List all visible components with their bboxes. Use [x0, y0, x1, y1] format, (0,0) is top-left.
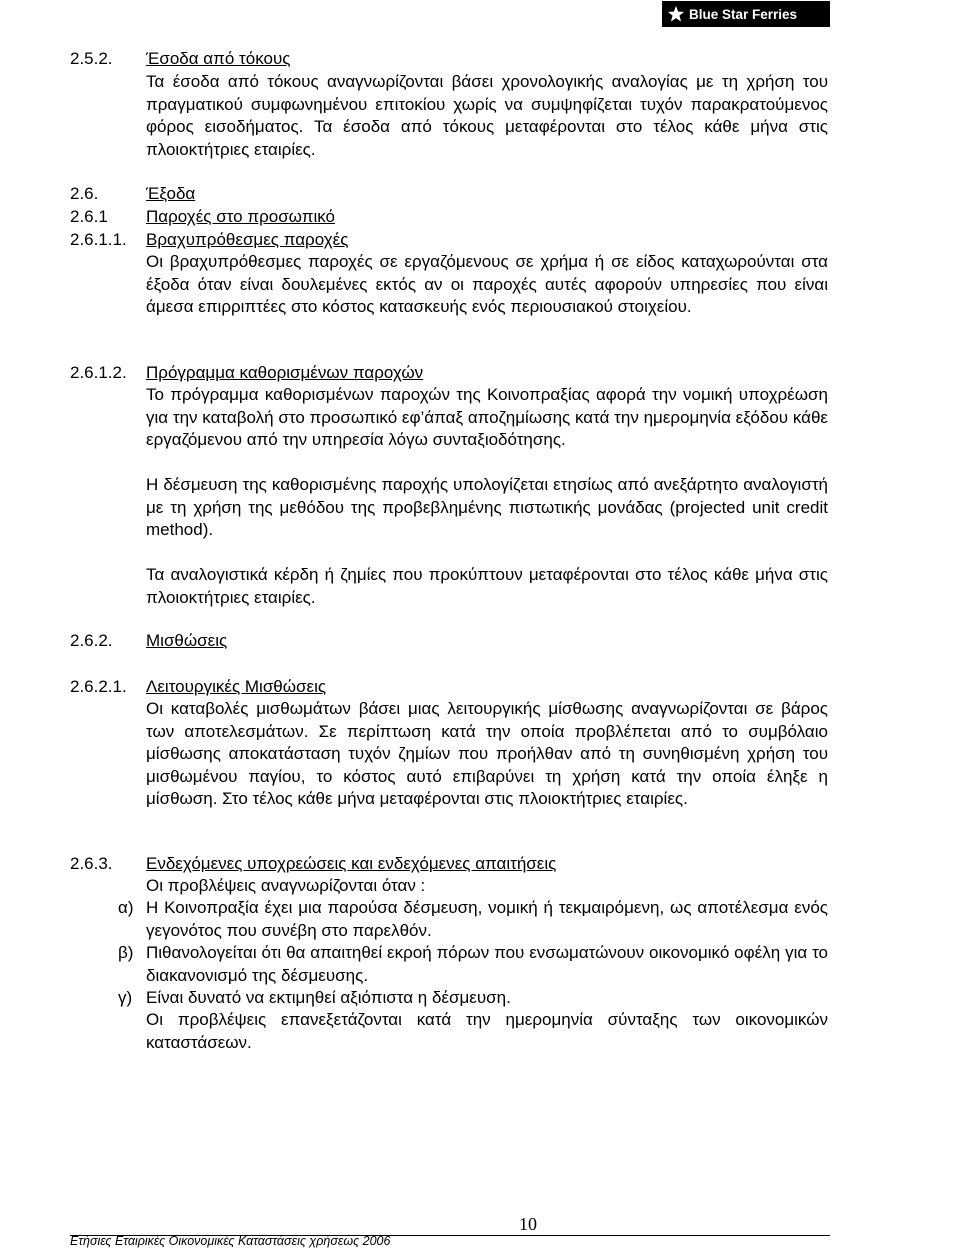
star-icon: [667, 5, 685, 23]
section-number: 2.5.2.: [70, 49, 113, 68]
section-body: Τα έσοδα από τόκους αναγνωρίζονται βάσει χρονολογικής αναλογίας με τη χρήση του πραγματικού συμφωνημένου επιτοκίου χωρίς να συμψηφίζεται τυχόν παρακρατούμενος φόρος εισοδήματος. Τα έσοδα από τόκους μεταφέρονται στο τέλος κάθε μήνα στις πλοιοκτήτριες εταιρίες.: [146, 72, 828, 159]
section-title: Παροχές στο προσωπικό: [146, 207, 335, 226]
section-number: 2.6.2.1.: [70, 677, 127, 696]
list-item: Πιθανολογείται ότι θα απαιτηθεί εκροή πόρων που ενσωματώνουν οικονομικό οφέλη για το διακανονισμό της δέσμευσης.: [146, 943, 828, 985]
section-body: Η δέσμευση της καθορισμένης παροχής υπολογίζεται ετησίως από ανεξάρτητο αναλογιστή με τη χρήση της μεθόδου της προβεβλημένης πιστωτικής μονάδας (projected unit credit method).: [146, 475, 828, 539]
page-number: 10: [519, 1214, 537, 1234]
logo-text: Blue Star Ferries: [689, 6, 798, 22]
section-body: Οι βραχυπρόθεσμες παροχές σε εργαζόμενους σε χρήμα ή σε είδος καταχωρούνται στα έξοδα όταν είναι δουλεμένες εκτός αν οι παροχές αυτές αφορούν υπηρεσίες που είναι άμεσα επιρριπτέες στο κόστος κατασκευής ενός περιουσιακού στοιχείου.: [146, 252, 828, 316]
section-title: Πρόγραμμα καθορισμένων παροχών: [146, 363, 424, 382]
section-title: Βραχυπρόθεσμες παροχές: [146, 230, 349, 249]
section-number: 2.6.1: [70, 207, 108, 226]
section-number: 2.6.1.2.: [70, 363, 127, 382]
section-number: 2.6.1.1.: [70, 230, 127, 249]
section-intro: Οι προβλέψεις αναγνωρίζονται όταν :: [146, 876, 426, 895]
section-body: Το πρόγραμμα καθορισμένων παροχών της Κοινοπραξίας αφορά την νομική υποχρέωση για την καταβολή στο προσωπικό εφ’άπαξ αποζημίωσης κατά την ημερομηνία εξόδου κάθε εργαζόμενου από την υπηρεσία λόγω συνταξιοδότησης.: [146, 385, 828, 449]
list-item: Είναι δυνατό να εκτιμηθεί αξιόπιστα η δέσμευση.: [146, 988, 511, 1007]
footer-text: Ετήσιες Εταιρικές Οικονομικές Καταστάσεις χρήσεως 2006: [70, 1234, 391, 1248]
section-closing: Οι προβλέψεις επανεξετάζονται κατά την ημερομηνία σύνταξης των οικονομικών καταστάσεων.: [146, 1010, 828, 1052]
section-title: Έσοδα από τόκους: [146, 49, 291, 68]
company-logo: [662, 1, 830, 27]
section-title: Μισθώσεις: [146, 631, 228, 650]
section-title: Έξοδα: [146, 184, 196, 203]
section-body: Τα αναλογιστικά κέρδη ή ζημίες που προκύπτουν μεταφέρονται στο τέλος κάθε μήνα στις πλοιοκτήτριες εταιρίες.: [146, 565, 828, 607]
list-item: Η Κοινοπραξία έχει μια παρούσα δέσμευση, νομική ή τεκμαιρόμενη, ως αποτέλεσμα ενός γεγονότος που συνέβη στο παρελθόν.: [146, 898, 828, 940]
list-item-label: γ): [118, 988, 133, 1007]
section-number: 2.6.: [70, 184, 99, 203]
section-number: 2.6.2.: [70, 631, 113, 650]
section-title: Λειτουργικές Μισθώσεις: [146, 677, 327, 696]
section-number: 2.6.3.: [70, 854, 113, 873]
section-body: Οι καταβολές μισθωμάτων βάσει μιας λειτουργικής μίσθωσης αναγνωρίζονται σε βάρος των αποτελεσμάτων. Σε περίπτωση κατά την οποία προβλέπεται από το συμβόλαιο μίσθωσης αποκατάσταση τυχόν ζημίων που προήλθαν από τη συνηθισμένη χρήση του μισθωμένου παγίου, το κόστος αυτό επιβαρύνει τη χρήση κατά την οποία έληξε η μίσθωση. Στο τέλος κάθε μήνα μεταφέρονται στις πλοιοκτήτριες εταιρίες.: [146, 699, 828, 808]
list-item-label: β): [118, 943, 134, 962]
section-title: Ενδεχόμενες υποχρεώσεις και ενδεχόμενες απαιτήσεις: [146, 854, 557, 873]
list-item-label: α): [118, 898, 134, 917]
